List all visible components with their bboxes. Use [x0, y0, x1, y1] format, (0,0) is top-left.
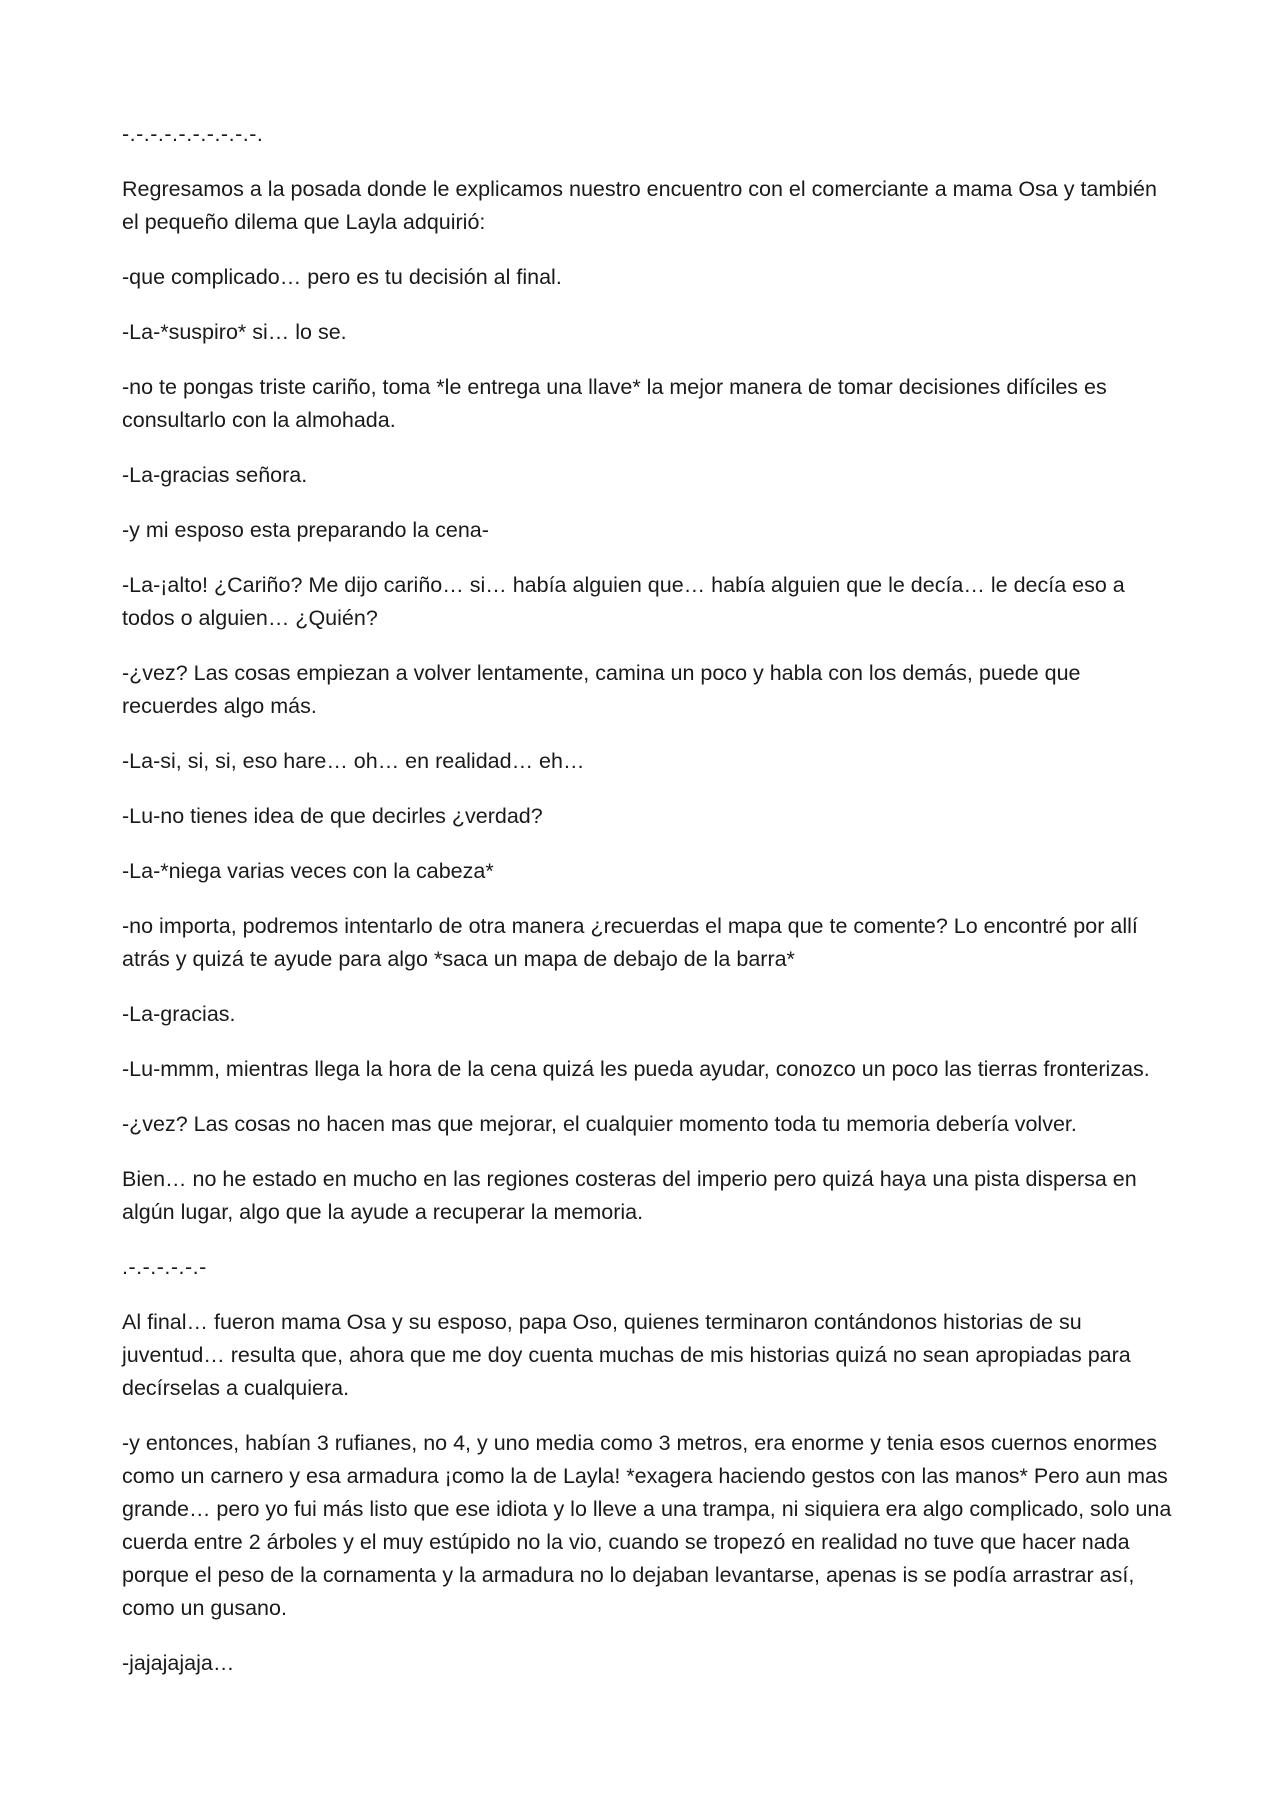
- narrative-paragraph: Al final… fueron mama Osa y su esposo, papa Oso, quienes terminaron contándonos historias de su juventud… resulta que, ahora que me doy cuenta muchas de mis historias quizá no sean apropiadas para decírselas a cualquiera.: [122, 1310, 1131, 1400]
- dialogue-line: -no importa, podremos intentarlo de otra manera ¿recuerdas el mapa que te comente? Lo encontré por allí atrás y quizá te ayude para algo *saca un mapa de debajo de la barra*: [122, 914, 1138, 971]
- dialogue-line: -y mi esposo esta preparando la cena-: [122, 518, 489, 542]
- dialogue-line: -¿vez? Las cosas no hacen mas que mejorar, el cualquier momento toda tu memoria debería volver.: [122, 1112, 1077, 1136]
- section-separator: .-.-.-.-.-.-: [122, 1255, 207, 1279]
- dialogue-line: -y entonces, habían 3 rufianes, no 4, y uno media como 3 metros, era enorme y tenia esos cuernos enormes como un carnero y esa armadura ¡como la de Layla! *exagera haciendo gestos con las manos* Pero aun mas grande… pero yo fui más listo que ese idiota y lo lleve a una trampa, ni siquiera era algo complicado, solo una cuerda entre 2 árboles y el muy estúpido no la vio, cuando se tropezó en realidad no tuve que hacer nada porque el peso de la cornamenta y la armadura no lo dejaban levantarse, apenas is se podía arrastrar así, como un gusano.: [122, 1431, 1172, 1620]
- dialogue-line: -jajajajaja…: [122, 1651, 235, 1675]
- dialogue-line: -¿vez? Las cosas empiezan a volver lentamente, camina un poco y habla con los demás, puede que recuerdes algo más.: [122, 661, 1081, 718]
- dialogue-line: -Lu-mmm, mientras llega la hora de la cena quizá les pueda ayudar, conozco un poco las tierras fronterizas.: [122, 1057, 1150, 1081]
- dialogue-line: -La-si, si, si, eso hare… oh… en realidad… eh…: [122, 749, 585, 773]
- document-body: [122, 118, 1172, 1702]
- dialogue-line: -Lu-no tienes idea de que decirles ¿verdad?: [122, 804, 543, 828]
- dialogue-line: -La-*suspiro* si… lo se.: [122, 320, 347, 344]
- dialogue-line: -La-gracias señora.: [122, 463, 308, 487]
- dialogue-line: -La-¡alto! ¿Cariño? Me dijo cariño… si… había alguien que… había alguien que le decía… le decía eso a todos o alguien… ¿Quién?: [122, 573, 1125, 630]
- section-separator: -.-.-.-.-.-.-.-.-.-.: [122, 122, 264, 146]
- dialogue-line: -no te pongas triste cariño, toma *le entrega una llave* la mejor manera de tomar decisiones difíciles es consultarlo con la almohada.: [122, 375, 1107, 432]
- narrative-paragraph: Bien… no he estado en mucho en las regiones costeras del imperio pero quizá haya una pista dispersa en algún lugar, algo que la ayude a recuperar la memoria.: [122, 1167, 1137, 1224]
- dialogue-line: -La-gracias.: [122, 1002, 236, 1026]
- narrative-paragraph: Regresamos a la posada donde le explicamos nuestro encuentro con el comerciante a mama Osa y también el pequeño dilema que Layla adquirió:: [122, 177, 1157, 234]
- dialogue-line: -que complicado… pero es tu decisión al final.: [122, 265, 562, 289]
- dialogue-line: -La-*niega varias veces con la cabeza*: [122, 859, 494, 883]
